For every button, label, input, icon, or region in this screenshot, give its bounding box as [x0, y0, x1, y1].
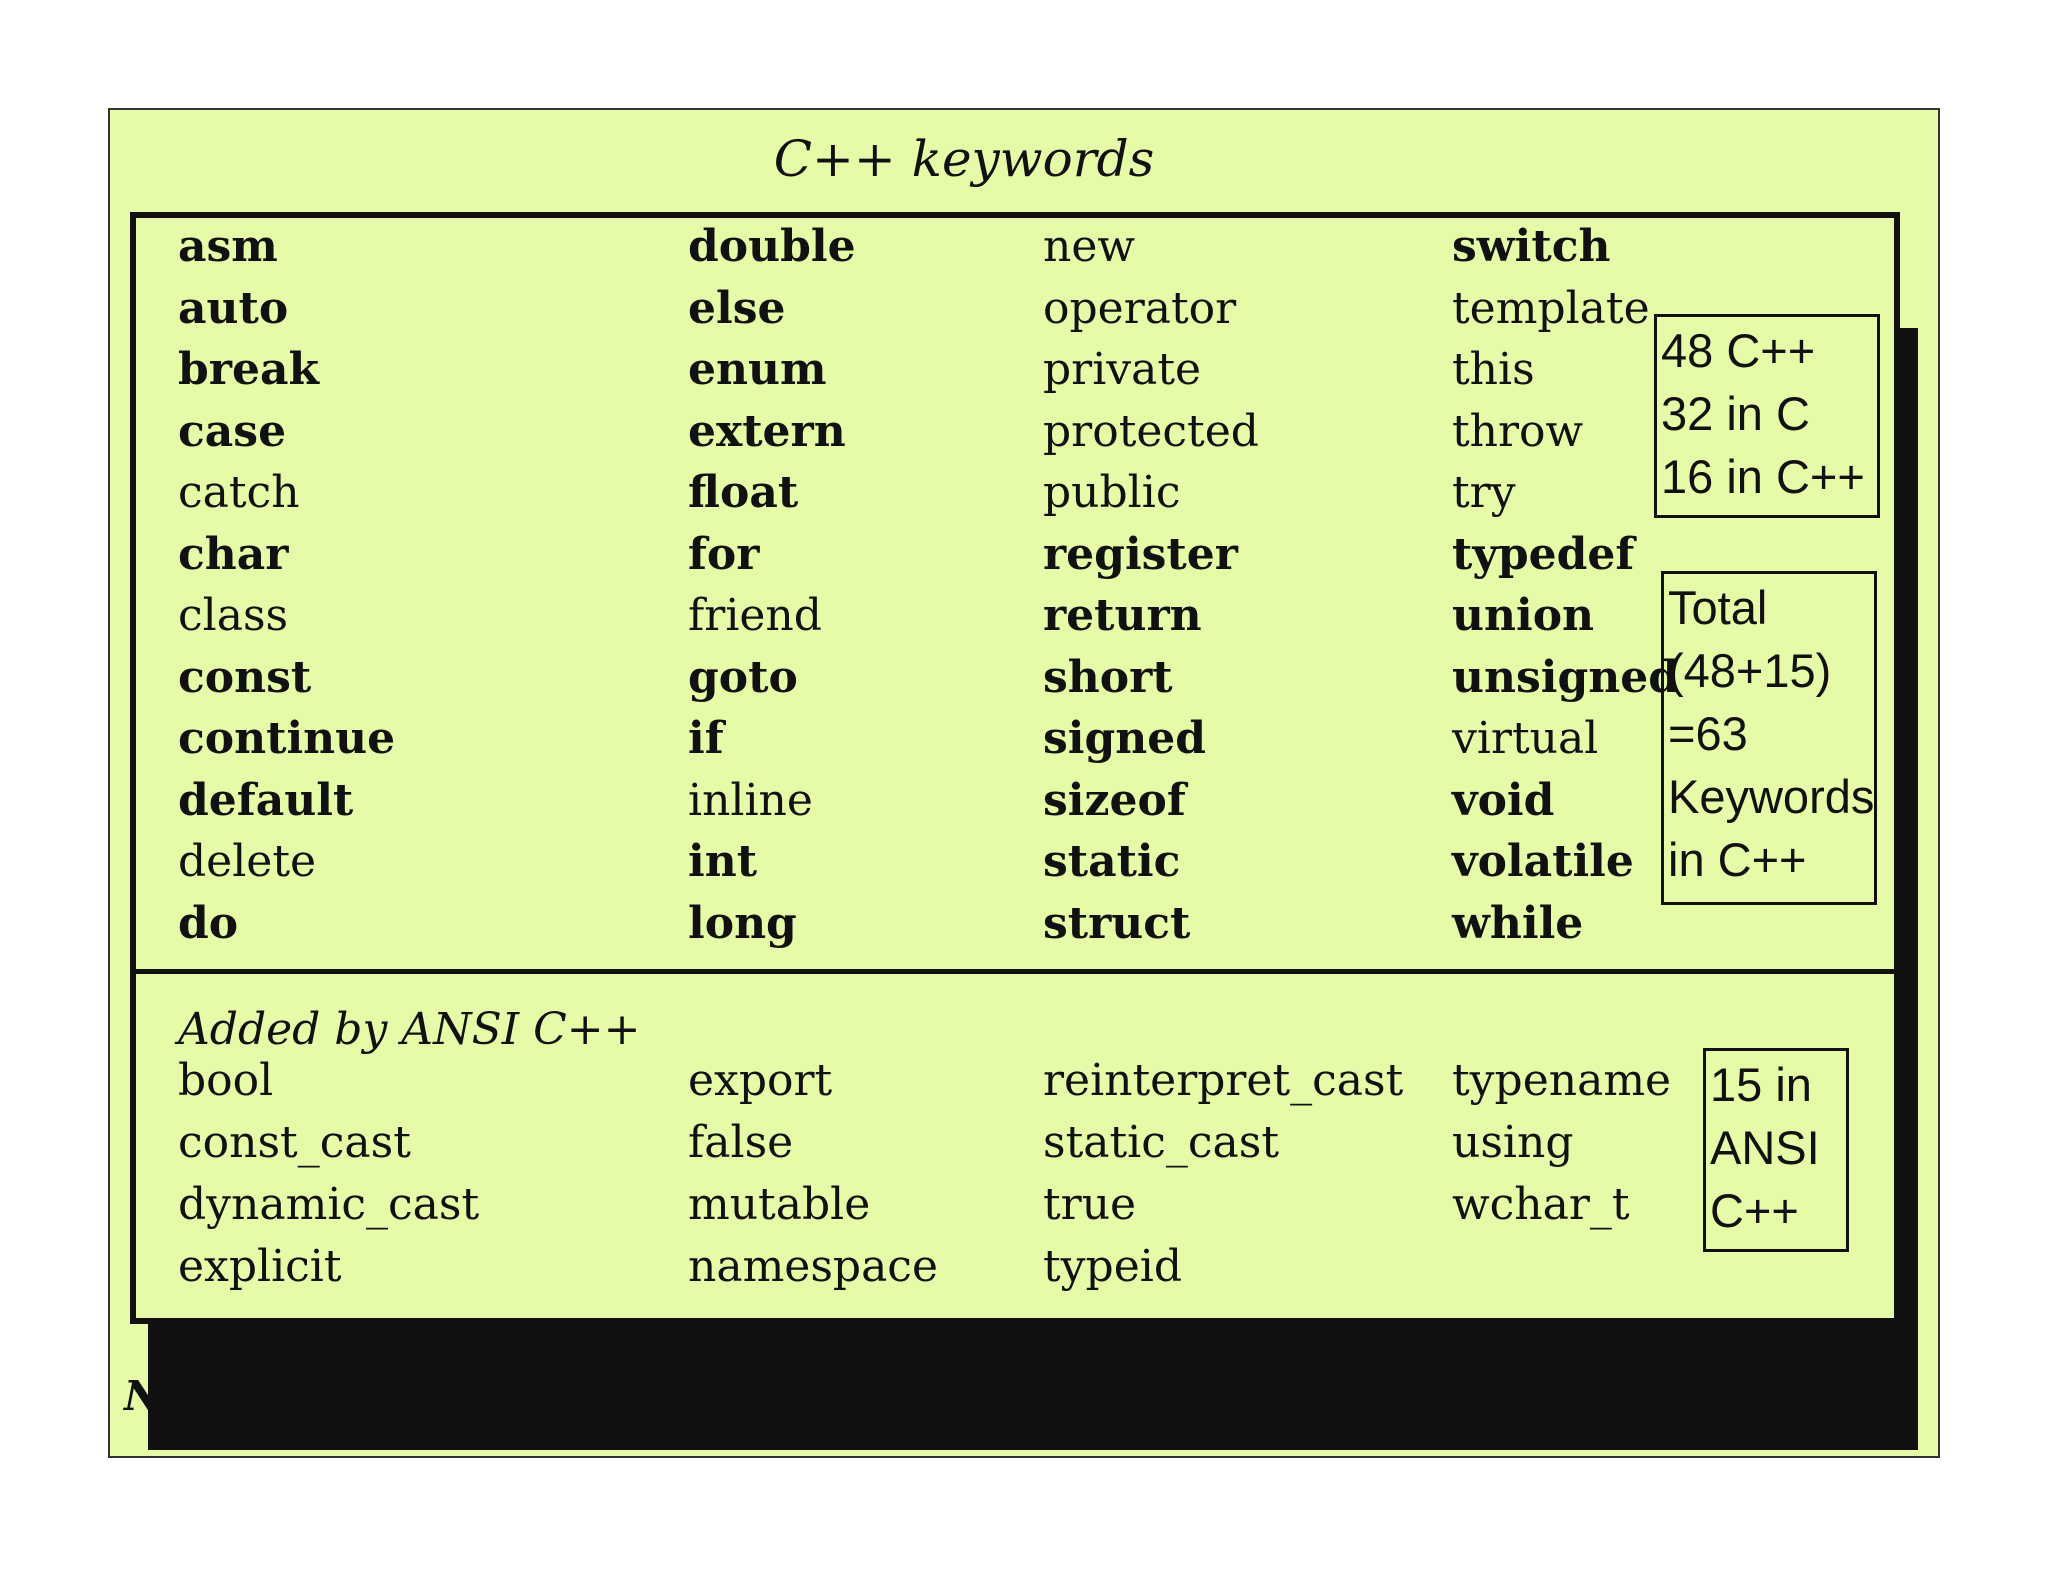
- keyword-item: return: [1043, 590, 1202, 641]
- keyword-item: char: [178, 528, 289, 580]
- keyword-item: explicit: [178, 1241, 342, 1292]
- count-line: 16 in C++: [1661, 450, 1865, 503]
- keyword-item: signed: [1043, 713, 1207, 764]
- keyword-item: try: [1452, 467, 1516, 518]
- keyword-column-3: [1043, 216, 1259, 954]
- keyword-item: for: [688, 528, 760, 580]
- total-line: Keywords: [1668, 770, 1875, 823]
- keyword-item: const_cast: [178, 1117, 411, 1168]
- section-divider: [136, 969, 1894, 974]
- keyword-item: false: [688, 1117, 794, 1168]
- keyword-item: throw: [1452, 405, 1584, 457]
- keyword-item: double: [688, 221, 856, 272]
- keyword-item: using: [1452, 1117, 1574, 1168]
- keyword-item: case: [178, 405, 287, 457]
- keyword-item: reinterpret_cast: [1043, 1055, 1404, 1106]
- keyword-table: [130, 212, 1900, 1324]
- keyword-item: void: [1452, 774, 1555, 826]
- keyword-item: const: [178, 651, 312, 703]
- keyword-item: asm: [178, 221, 278, 272]
- ansi-count-line: ANSI: [1710, 1121, 1820, 1174]
- keyword-column-4: [1452, 216, 1679, 954]
- table-title: C++ keywords: [773, 130, 1155, 188]
- keyword-item: goto: [688, 651, 798, 703]
- keyword-item: protected: [1043, 405, 1259, 457]
- keyword-item: auto: [178, 282, 289, 334]
- keyword-item: class: [178, 590, 289, 641]
- keyword-item: int: [688, 836, 758, 887]
- keyword-item: if: [688, 713, 724, 764]
- keyword-item: template: [1452, 282, 1650, 334]
- count-line: 32 in C: [1661, 387, 1810, 440]
- keyword-item: this: [1452, 344, 1535, 395]
- keyword-item: long: [688, 897, 797, 949]
- total-line: in C++: [1668, 833, 1807, 886]
- keyword-item: register: [1043, 528, 1238, 580]
- keyword-column-2: [688, 216, 856, 954]
- keyword-item: virtual: [1452, 713, 1599, 764]
- keyword-item: typedef: [1452, 528, 1635, 580]
- ansi-column-2: [688, 1050, 938, 1298]
- total-box: [1661, 571, 1877, 905]
- keyword-item: switch: [1452, 221, 1611, 272]
- keyword-item: friend: [688, 590, 822, 641]
- total-line: Total: [1668, 581, 1768, 634]
- count-box: [1654, 314, 1880, 518]
- keyword-item: union: [1452, 590, 1595, 641]
- keyword-item: export: [688, 1055, 833, 1106]
- keyword-item: continue: [178, 713, 396, 764]
- total-line: (48+15): [1668, 644, 1832, 697]
- keyword-item: typeid: [1043, 1241, 1182, 1292]
- total-line: =63: [1668, 707, 1748, 760]
- keyword-item: private: [1043, 344, 1202, 395]
- keyword-item: new: [1043, 221, 1136, 272]
- keyword-item: delete: [178, 836, 317, 887]
- ansi-column-1: [178, 1050, 479, 1298]
- keyword-item: dynamic_cast: [178, 1179, 480, 1230]
- keyword-item: do: [178, 897, 239, 949]
- ansi-count-line: C++: [1710, 1184, 1799, 1237]
- keyword-item: wchar_t: [1452, 1179, 1630, 1230]
- keyword-column-1: [178, 216, 395, 954]
- keyword-item: extern: [688, 405, 846, 457]
- keyword-item: namespace: [688, 1241, 938, 1292]
- keyword-item: bool: [178, 1055, 274, 1106]
- ansi-column-4: [1452, 1050, 1671, 1236]
- keyword-item: volatile: [1452, 836, 1634, 887]
- ansi-count-box: [1703, 1048, 1849, 1252]
- keyword-item: struct: [1043, 897, 1191, 949]
- keyword-item: static_cast: [1043, 1117, 1280, 1168]
- keyword-item: short: [1043, 651, 1173, 703]
- keyword-item: inline: [688, 774, 813, 826]
- ansi-column-3: [1043, 1050, 1403, 1298]
- keyword-item: enum: [688, 344, 827, 395]
- keyword-item: catch: [178, 467, 300, 518]
- ansi-heading: Added by ANSI C++: [178, 1004, 641, 1055]
- keyword-item: true: [1043, 1179, 1137, 1230]
- keyword-item: while: [1452, 897, 1584, 949]
- keyword-item: default: [178, 774, 354, 826]
- keyword-item: else: [688, 282, 786, 334]
- count-line: 48 C++: [1661, 324, 1816, 377]
- keyword-item: public: [1043, 467, 1181, 518]
- keyword-item: sizeof: [1043, 774, 1186, 826]
- ansi-count-line: 15 in: [1710, 1058, 1812, 1111]
- keyword-item: mutable: [688, 1179, 871, 1230]
- footnote: Note: The ANSI C keywords are shown in bold face.: [124, 1372, 1304, 1420]
- keyword-item: float: [688, 467, 799, 518]
- keyword-item: operator: [1043, 282, 1237, 334]
- keyword-item: unsigned: [1452, 651, 1679, 703]
- keyword-item: typename: [1452, 1055, 1672, 1106]
- slide-panel: [108, 108, 1940, 1458]
- keyword-item: break: [178, 344, 319, 395]
- keyword-item: static: [1043, 836, 1181, 887]
